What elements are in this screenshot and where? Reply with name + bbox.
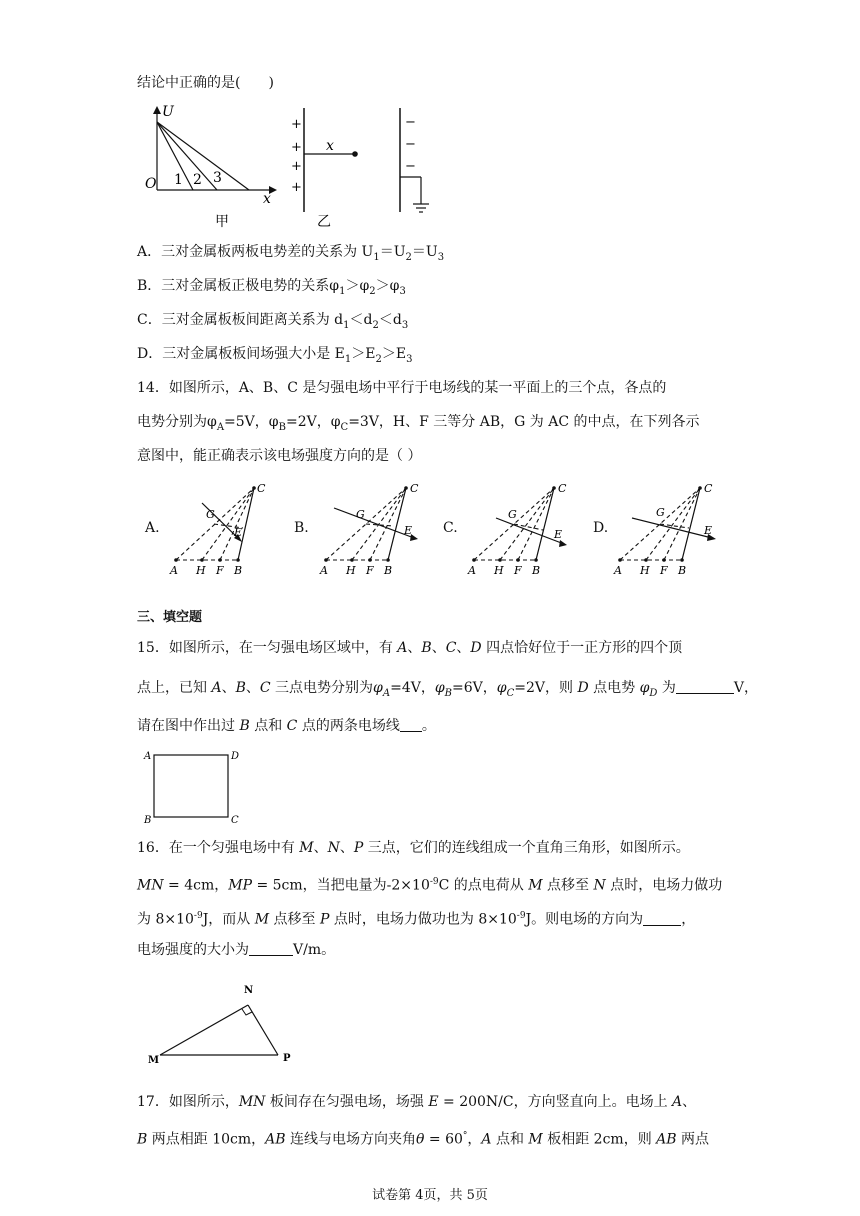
q14-figure-d	[612, 478, 732, 578]
axis-u-label: U	[162, 104, 174, 120]
svg-text:H: H	[640, 564, 650, 577]
svg-text:C: C	[257, 482, 266, 495]
line-1-label: 1	[174, 172, 183, 188]
q13-option-c: C．三对金属板板间距离关系为 $d_1<d_2<d_3$	[137, 312, 409, 331]
q16-line2: MN = 4cm，MP = 5cm，当把电量为$-2\times 10^{-9}C$ 的点电荷从 M 点移至 N 点时，电场力做功	[137, 877, 723, 894]
figure-jia	[137, 100, 287, 230]
svg-text:B: B	[234, 564, 243, 577]
svg-text:C: C	[558, 482, 567, 495]
svg-text:N: N	[244, 985, 254, 996]
q14-figure-b	[318, 478, 438, 578]
svg-text:F: F	[514, 564, 522, 577]
svg-text:E: E	[234, 526, 243, 539]
q14-figure-a	[168, 478, 288, 578]
q13-option-d: D．三对金属板板间场强大小是 $E_1>E_2>E_3$	[137, 346, 413, 365]
svg-text:G: G	[356, 508, 365, 521]
svg-text:B: B	[532, 564, 541, 577]
svg-text:B: B	[144, 815, 152, 825]
svg-text:H: H	[494, 564, 504, 577]
svg-text:G: G	[656, 506, 665, 519]
svg-text:E: E	[554, 528, 563, 541]
distance-x-label: x	[326, 138, 334, 154]
q15-line1: 15．如图所示，在一匀强电场区域中，有 A、B、C、D 四点恰好位于一正方形的四个顶	[137, 640, 683, 656]
q15-line2: 点上，已知 A、B、C 三点电势分别为$\varphi_A=4V$，$\varphi_B=6V$，$\varphi_C=2V$，则 D 点电势 $\varphi_D$ 为 V，	[137, 680, 758, 699]
q15-square-figure	[140, 745, 250, 825]
answer-blank-field-direction[interactable]	[643, 911, 681, 926]
svg-text:+: +	[291, 117, 302, 132]
svg-text:A: A	[614, 564, 622, 577]
q14-option-label-a: A.	[145, 520, 160, 536]
q14-option-label-b: B.	[294, 520, 309, 536]
svg-text:M: M	[148, 1055, 160, 1066]
svg-text:P: P	[283, 1053, 291, 1064]
answer-blank-field-lines[interactable]	[400, 717, 422, 732]
svg-text:E: E	[704, 524, 713, 537]
axis-x-label: x	[263, 191, 271, 207]
svg-text:E: E	[404, 524, 413, 537]
q14-line3: 意图中，能正确表示该电场强度方向的是（ ）	[137, 448, 422, 464]
svg-text:−: −	[405, 115, 416, 130]
caption-jia: 甲	[215, 214, 229, 230]
answer-blank-phi-d[interactable]	[676, 679, 734, 694]
svg-text:C: C	[704, 482, 713, 495]
svg-text:H: H	[346, 564, 356, 577]
svg-text:A: A	[468, 564, 476, 577]
q15-line3: 请在图中作出过 B 点和 C 点的两条电场线 。	[137, 718, 436, 734]
q14-line2: 电势分别为$\varphi_A=5V$，$\varphi_B=2V$，$\varphi_C=3V$，H、F 三等分 AB，G 为 AC 的中点，在下列各示	[137, 414, 700, 433]
section-heading-fill-in: 三、填空题	[137, 610, 203, 625]
svg-text:+: +	[291, 159, 302, 174]
svg-text:+: +	[291, 140, 302, 155]
svg-text:G: G	[508, 508, 517, 521]
line-2-label: 2	[193, 172, 202, 188]
figure-yi	[280, 100, 440, 230]
line-3-label: 3	[213, 170, 222, 186]
q16-line4: 电场强度的大小为 V/m。	[137, 942, 336, 958]
answer-blank-field-strength[interactable]	[249, 941, 293, 956]
page-footer: 试卷第 4页，共 5页	[372, 1188, 488, 1203]
svg-text:F: F	[366, 564, 374, 577]
svg-text:D: D	[231, 751, 240, 762]
q16-triangle-figure	[140, 975, 310, 1067]
svg-text:G: G	[206, 508, 215, 521]
svg-text:−: −	[405, 159, 416, 174]
q14-line1: 14．如图所示，A、B、C 是匀强电场中平行于电场线的某一平面上的三个点，各点的	[137, 380, 667, 396]
q14-figure-c	[466, 478, 586, 578]
q14-option-label-d: D.	[593, 520, 609, 536]
q17-line1: 17．如图所示，MN 板间存在匀强电场，场强 E = 200N/C，方向竖直向上。电场上 A、	[137, 1094, 697, 1110]
q13-option-b: B．三对金属板正极电势的关系$\varphi_1>\varphi_2>\varphi_3$	[137, 278, 406, 297]
q17-line2: B 两点相距 10cm，AB 连线与电场方向夹角θ = 60°，A 点和 M 板相距 2cm，则 AB 两点	[137, 1131, 709, 1148]
origin-label: O	[145, 176, 157, 192]
svg-text:F: F	[216, 564, 224, 577]
q13-tail: 结论中正确的是( )	[137, 75, 274, 91]
svg-text:B: B	[678, 564, 687, 577]
svg-text:H: H	[196, 564, 206, 577]
svg-text:−: −	[405, 137, 416, 152]
svg-text:+: +	[291, 180, 302, 195]
svg-text:F: F	[660, 564, 668, 577]
svg-text:A: A	[170, 564, 178, 577]
svg-text:C: C	[231, 815, 239, 825]
svg-text:A: A	[144, 751, 152, 762]
q16-line3: 为 $8\times 10^{-9}J$，而从 M 点移至 P 点时，电场力做功也为 $8\times 10^{-9}J$。则电场的方向为 ，	[137, 911, 696, 928]
svg-text:B: B	[384, 564, 393, 577]
svg-text:A: A	[320, 564, 328, 577]
q14-option-label-c: C.	[443, 520, 458, 536]
caption-yi: 乙	[317, 214, 331, 230]
q13-option-a: A．三对金属板两板电势差的关系为 $U_1=U_2=U_3$	[137, 244, 445, 263]
svg-text:C: C	[410, 482, 419, 495]
q16-line1: 16．在一个匀强电场中有 M、N、P 三点，它们的连线组成一个直角三角形，如图所示。	[137, 840, 690, 856]
